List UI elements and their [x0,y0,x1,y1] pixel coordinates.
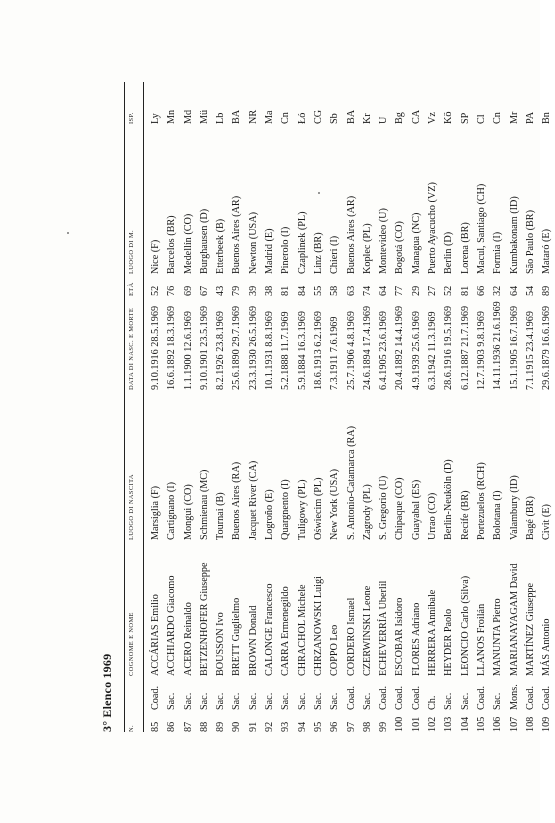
cell-title: Sac. [280,692,292,710]
cell-age: 76 [166,285,178,296]
cell-num: 106 [492,716,504,732]
cell-died: Madrid (E) [264,228,276,274]
table-row [344,82,360,732]
cell-died: Lorena (BR) [459,222,471,274]
cell-died: Pinerolo (I) [280,226,292,274]
cell-title: Sac. [264,692,276,710]
cell-dates: 23.3.1930 26.5.1969 [247,305,259,390]
cell-born: Bolotana (I) [492,490,504,540]
cell-num: 109 [541,716,553,732]
cell-dates: 7.3.1911 7.6.1969 [329,316,341,390]
cell-died: Nice (F) [150,239,161,274]
cell-name: MARIANAYAGAM David [508,563,520,676]
header-isp: ISP. [128,112,135,124]
cell-died: Formia (I) [492,231,504,274]
cell-died: Koplec (PL) [361,223,373,274]
table-row [507,82,523,732]
cell-age: 54 [524,285,536,296]
cell-num: 99 [378,721,390,732]
cell-num: 97 [345,721,357,732]
cell-title: Sac. [361,692,373,710]
cell-name: CZERWINSKI Leone [361,585,373,676]
cell-name: ACCHIARDO Giacomo [166,575,178,676]
cell-isp: Ly [150,113,161,124]
cell-born: Recife (BR) [459,490,471,540]
cell-name: BROWN Donald [247,605,259,676]
cell-isp: Lb [215,112,227,124]
cell-isp: BA [345,109,357,124]
cell-born: Tuligowy (PL) [296,479,308,540]
cell-dates: 10.1.1931 8.8.1969 [264,311,276,390]
cell-died: Buenos Aires (AR) [231,195,243,274]
cell-born: S. Antonio-Catamarca (RA) [345,425,357,540]
cell-age: 39 [247,285,259,296]
cell-dates: 6.12.1887 21.7.1969 [459,305,471,390]
cell-title: Sac. [198,692,210,710]
cell-title: Sac. [459,692,471,710]
cell-age: 64 [378,285,390,296]
cell-title: Sac. [443,692,455,710]
cell-dates: 24.6.1894 17.4.1969 [361,305,373,390]
cell-died: São Paulo (BR) [524,210,536,274]
cell-num: 85 [150,721,161,732]
cell-num: 98 [361,721,373,732]
cell-title: Sac. [492,692,504,710]
cell-born: Tournai (B) [215,492,227,540]
cell-dates: 25.7.1906 4.8.1969 [345,311,357,390]
cell-num: 91 [247,721,259,732]
cell-age: 52 [443,285,455,296]
cell-name: MARTÍNEZ Giuseppe [524,582,536,676]
cell-title: Sac. [329,692,341,710]
cell-num: 90 [231,721,243,732]
cell-born: Buenos Aires (RA) [231,461,243,540]
table-row [278,82,294,732]
cell-age: 58 [329,285,341,296]
cell-title: Mons. [508,684,520,710]
table-row [425,82,441,732]
cell-age: 81 [280,285,292,296]
table-row [327,82,343,732]
cell-dates: 20.4.1892 14.4.1969 [394,305,406,390]
cell-died: Buenos Aires (AR) [345,195,357,274]
cell-born: Marsiglia (F) [150,485,161,540]
header-age: ETÀ [128,282,135,296]
section-title: 3° Elenco 1969 [100,653,114,732]
cell-born: Valambury (ID) [508,475,520,540]
cell-num: 87 [182,721,194,732]
cell-age: 64 [508,285,520,296]
cell-isp: Łó [296,112,308,124]
cell-died: Barcelos (BR) [166,215,178,274]
cell-name: HEYDER Paolo [443,608,455,676]
header-num: N. [128,724,135,732]
cell-dates: 5.9.1884 16.3.1969 [296,311,308,390]
cell-isp: Mr [508,111,520,124]
cell-died: Burghausen (D) [198,208,210,274]
cell-born: Quargnento (I) [280,479,292,540]
cell-died: Montevideo (U) [378,208,390,274]
cell-isp: SP [459,112,471,124]
table-row [539,82,555,732]
cell-born: S. Gregorio (U) [378,475,390,540]
cell-age: 66 [475,285,487,296]
dust-speck [67,232,69,234]
cell-isp: Mü [198,109,210,124]
cell-name: MÁS Antonio [541,618,553,676]
cell-dates: 1.1.1900 12.6.1969 [182,311,194,390]
cell-title: Sac. [312,692,324,710]
cell-num: 104 [459,716,471,732]
cell-title: Sac. [215,692,227,710]
table-row [376,82,392,732]
cell-title: Coad. [345,685,357,710]
cell-died: Newton (USA) [247,212,259,274]
cell-born: New York (USA) [329,468,341,540]
cell-name: CHRACHOL Michele [296,584,308,676]
cell-num: 102 [427,716,439,732]
cell-isp: BA [231,109,243,124]
cell-dates: 16.6.1892 18.3.1969 [166,305,178,390]
cell-title: Sac. [166,692,178,710]
cell-born: Chipaque (CO) [394,477,406,540]
cell-num: 103 [443,716,455,732]
header-born: LUOGO DI NASCITA [128,474,135,540]
cell-born: Urrao (CO) [427,492,439,540]
cell-born: Bagé (BR) [524,496,536,540]
cell-died: Medellín (CO) [182,213,194,274]
cell-age: 67 [198,285,210,296]
cell-died: Czaplinek (PL) [296,211,308,274]
rotated-table-block [100,82,553,732]
cell-name: MANUNTA Pietro [492,598,504,676]
table-row [148,82,164,732]
cell-isp: Cn [280,112,292,124]
cell-name: CALONGE Francesco [264,583,276,676]
cell-title: Coad. [394,685,406,710]
cell-dates: 15.1.1905 16.7.1969 [508,305,520,390]
table-row [458,82,474,732]
cell-born: Logroño (E) [264,489,276,540]
cell-died: Etterbeek (B) [215,218,227,274]
table-header [128,82,142,732]
cell-age: 27 [427,285,439,296]
cell-isp: PA [524,111,536,124]
cell-born: Schmienau (MC) [198,469,210,540]
table-row [229,82,245,732]
cell-born: Portezuelos (RCH) [475,462,487,540]
cell-name: LEONCIO Carlo (Silva) [459,575,471,676]
cell-born: Berlin-Neuköln (D) [443,459,455,540]
table-row [262,82,278,732]
table-row [490,82,506,732]
cell-isp: Ma [264,110,276,124]
cell-num: 95 [312,721,324,732]
cell-dates: 12.7.1903 9.8.1969 [475,311,487,390]
cell-born: Zagrody (PL) [361,484,373,540]
cell-dates: 6.4.1905 23.6.1969 [378,311,390,390]
cell-dates: 28.6.1916 19.5.1969 [443,305,455,390]
cell-isp: Kö [443,111,455,124]
cell-name: COPPO Leo [329,624,341,676]
cell-isp: Kr [361,113,373,124]
cell-title: Ch. [427,695,439,710]
cell-dates: 7.1.1915 23.4.1969 [524,311,536,390]
cell-died: Chieri (I) [329,235,341,274]
cell-num: 93 [280,721,292,732]
cell-dates: 5.2.1888 11.7.1969 [280,311,292,390]
cell-name: BRETT Guglielmo [231,597,243,676]
table-row [246,82,262,732]
cell-isp: Vz [427,112,439,124]
cell-num: 100 [394,716,406,732]
header-name: COGNOME E NOME [128,612,135,676]
table-row [360,82,376,732]
table-row [213,82,229,732]
cell-title: Coad. [410,685,422,710]
top-rule [124,82,125,732]
cell-name: ESCOBAR Isidoro [394,597,406,676]
cell-title: Coad. [541,685,553,710]
table-row [164,82,180,732]
cell-name: HERRERA Annibale [427,589,439,676]
cell-died: Managua (NC) [410,212,422,274]
cell-num: 96 [329,721,341,732]
cell-died: Mataró (E) [541,229,553,274]
cell-dates: 9.10.1916 28.5.1969 [150,305,161,390]
cell-title: Sac. [247,692,259,710]
cell-dates: 14.11.1936 21.6.1969 [492,301,504,390]
cell-dates: 25.6.1890 29.7.1969 [231,305,243,390]
cell-title: Coad. [378,685,390,710]
cell-born: Jacquet River (CA) [247,460,259,540]
cell-name: ACERO Reinaldo [182,602,194,676]
cell-name: FLORES Adriano [410,602,422,676]
table-row [311,82,327,732]
cell-age: 77 [394,285,406,296]
cell-name: CARRA Ermenegildo [280,586,292,676]
cell-age: 81 [459,285,471,296]
cell-name: BOUSSON Ivo [215,612,227,676]
cell-isp: CA [410,109,422,124]
header-dates: DATA DI NASC. E MORTE [128,307,135,390]
cell-died: Kumbakonam (ID) [508,196,520,274]
cell-name: CHRZANOWSKI Luigi [312,576,324,676]
table-row [392,82,408,732]
cell-title: Sac. [296,692,308,710]
cell-isp: U [378,116,390,124]
cell-age: 29 [410,285,422,296]
cell-isp: Bn [541,112,553,124]
header-rule [143,82,144,732]
cell-born: Mongui (CO) [182,484,194,540]
table-body [148,82,555,732]
cell-died: Macul, Santiago (CH) [475,183,487,274]
cell-isp: Cl [475,114,487,124]
cell-title: Coad. [150,685,161,710]
cell-num: 105 [475,716,487,732]
table-row [523,82,539,732]
cell-age: 84 [296,285,308,296]
cell-isp: NR [247,109,259,124]
cell-title: Coad. [524,685,536,710]
cell-dates: 6.3.1942 11.3.1969 [427,311,439,390]
table-row [295,82,311,732]
header-died: LUOGO DI M. [128,230,135,274]
cell-age: 32 [492,285,504,296]
cell-born: Oświecim (PL) [312,477,324,540]
cell-age: 79 [231,285,243,296]
cell-num: 94 [296,721,308,732]
cell-isp: Bg [394,112,406,124]
cell-born: Guayabal (ES) [410,479,422,540]
cell-name: CORDERO Ismael [345,597,357,676]
cell-isp: Cn [492,112,504,124]
cell-dates: 8.2.1926 23.8.1969 [215,311,227,390]
cell-isp: Md [182,109,194,124]
cell-age: 55 [312,285,324,296]
cell-died: Berlin (D) [443,231,455,274]
cell-age: 74 [361,285,373,296]
cell-title: Coad. [475,685,487,710]
cell-dates: 4.9.1939 25.6.1969 [410,311,422,390]
cell-num: 92 [264,721,276,732]
cell-died: Bogotá (CO) [394,221,406,274]
cell-num: 86 [166,721,178,732]
cell-name: ECHEVERRÍA Uberlil [378,580,390,676]
cell-dates: 9.10.1901 23.5.1969 [198,305,210,390]
cell-name: LLANOS Froilán [475,603,487,676]
cell-num: 108 [524,716,536,732]
cell-num: 101 [410,716,422,732]
cell-num: 89 [215,721,227,732]
cell-age: 43 [215,285,227,296]
cell-num: 88 [198,721,210,732]
cell-age: 89 [541,285,553,296]
table-row [181,82,197,732]
table-row [441,82,457,732]
cell-died: Puerto Ayacucho (VZ) [427,182,439,274]
table-row [409,82,425,732]
cell-age: 52 [150,285,161,296]
cell-num: 107 [508,716,520,732]
cell-dates: 18.6.1913 6.2.1969 [312,311,324,390]
cell-title: Sac. [231,692,243,710]
cell-born: Cartignano (I) [166,482,178,540]
cell-name: ACCÁRIAS Emilio [150,594,161,676]
cell-isp: CG [312,109,324,124]
cell-name: BETZENHOFER Giuseppe [198,562,210,676]
cell-age: 69 [182,285,194,296]
cell-age: 63 [345,285,357,296]
cell-born: Civit (E) [541,504,553,540]
cell-dates: 29.6.1879 16.6.1969 [541,305,553,390]
cell-title: Sac. [182,692,194,710]
table-row [197,82,213,732]
cell-isp: Sb [329,113,341,124]
table-row [474,82,490,732]
cell-died: Linz (BR) [312,232,324,274]
cell-isp: Mn [166,109,178,124]
cell-age: 38 [264,285,276,296]
